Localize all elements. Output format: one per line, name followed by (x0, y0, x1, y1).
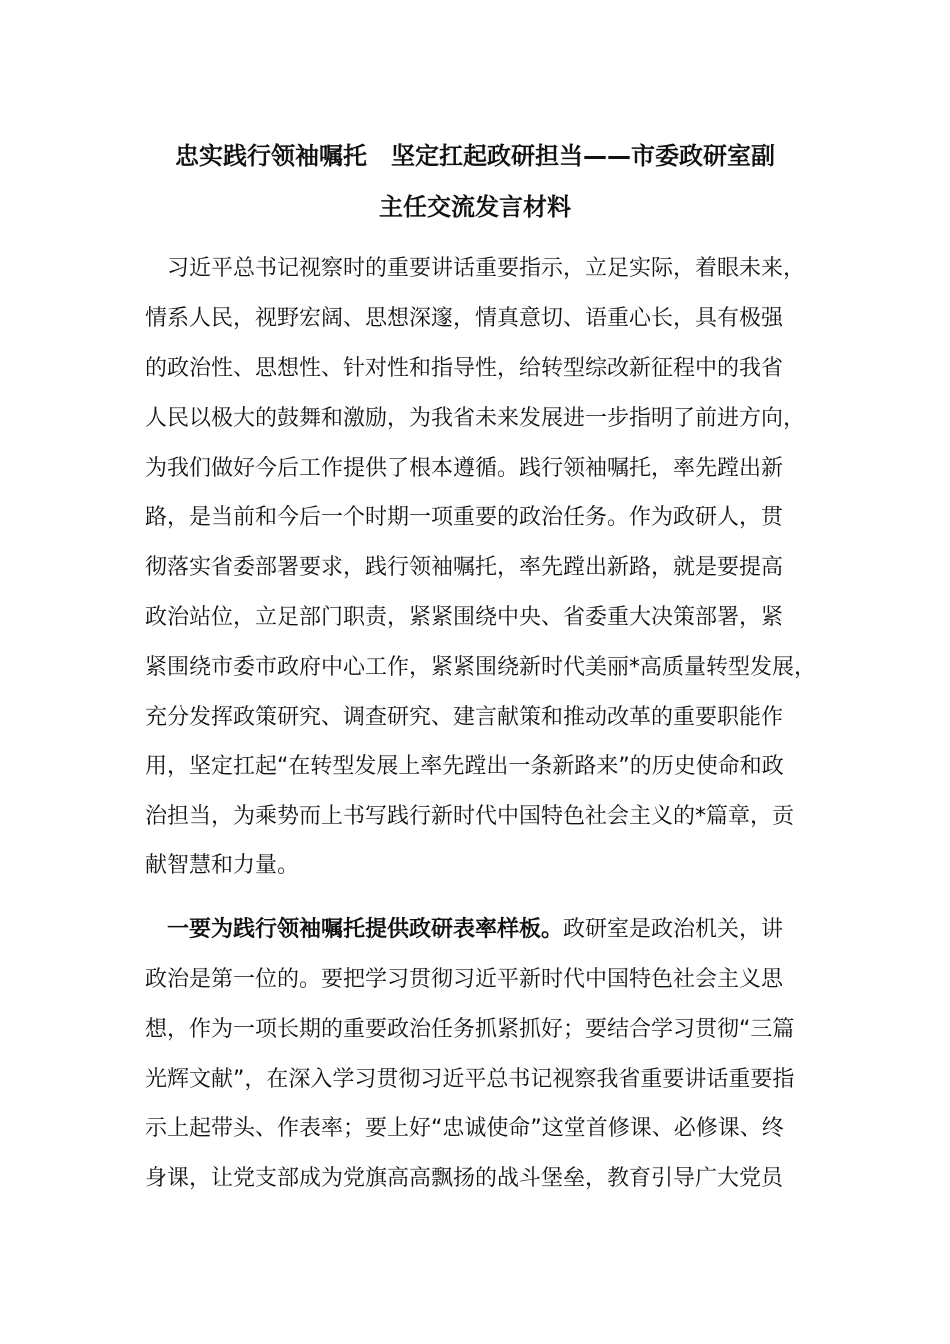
paragraph-1-line: 习近平总书记视察时的重要讲话重要指示，立足实际，着眼未来， (145, 256, 806, 281)
paragraph-1-line: 治担当，为乘势而上书写践行新时代中国特色社会主义的*篇章，贡 (145, 804, 795, 829)
document-title-line-1: 忠实践行领袖嘱托 坚定扛起政研担当——市委政研室副 (175, 142, 775, 170)
paragraph-1-line: 人民以极大的鼓舞和激励，为我省未来发展进一步指明了前进方向， (145, 406, 806, 431)
paragraph-1-line: 的政治性、思想性、针对性和指导性，给转型综改新征程中的我省 (145, 356, 784, 381)
paragraph-2-line: 示上起带头、作表率；要上好“忠诚使命”这堂首修课、必修课、终 (145, 1116, 784, 1141)
paragraph-1-line: 彻落实省委部署要求，践行领袖嘱托，率先蹚出新路，就是要提高 (145, 555, 784, 580)
paragraph-2-line: 想，作为一项长期的重要政治任务抓紧抓好；要结合学习贯彻“三篇 (145, 1017, 795, 1042)
paragraph-1-line: 为我们做好今后工作提供了根本遵循。践行领袖嘱托，率先蹚出新 (145, 456, 784, 481)
paragraph-2-first-line (145, 915, 783, 945)
document-title-line-2: 主任交流发言材料 (379, 193, 571, 221)
paragraph-2-first-text: 政研室是政治机关，讲 (563, 917, 784, 942)
paragraph-1-line: 献智慧和力量。 (145, 853, 300, 878)
paragraph-1-line: 紧围绕市委市政府中心工作，紧紧围绕新时代美丽*高质量转型发展， (145, 655, 817, 680)
paragraph-2-heading: 一要为践行领袖嘱托提供政研表率样板。 (145, 917, 564, 942)
paragraph-2-line: 光辉文献”，在深入学习贯彻习近平总书记视察我省重要讲话重要指 (145, 1067, 795, 1092)
paragraph-1-line: 用，坚定扛起“在转型发展上率先蹚出一条新路来”的历史使命和政 (145, 754, 784, 779)
paragraph-2-line: 政治是第一位的。要把学习贯彻习近平新时代中国特色社会主义思 (145, 967, 784, 992)
paragraph-1-line: 充分发挥政策研究、调查研究、建言献策和推动改革的重要职能作 (145, 705, 784, 730)
paragraph-1-line: 政治站位，立足部门职责，紧紧围绕中央、省委重大决策部署，紧 (145, 605, 784, 630)
paragraph-1-line: 情系人民，视野宏阔、思想深邃，情真意切、语重心长，具有极强 (145, 306, 784, 331)
paragraph-1-line: 路，是当前和今后一个时期一项重要的政治任务。作为政研人，贯 (145, 505, 784, 530)
paragraph-2-line: 身课，让党支部成为党旗高高飘扬的战斗堡垒，教育引导广大党员 (145, 1166, 784, 1191)
